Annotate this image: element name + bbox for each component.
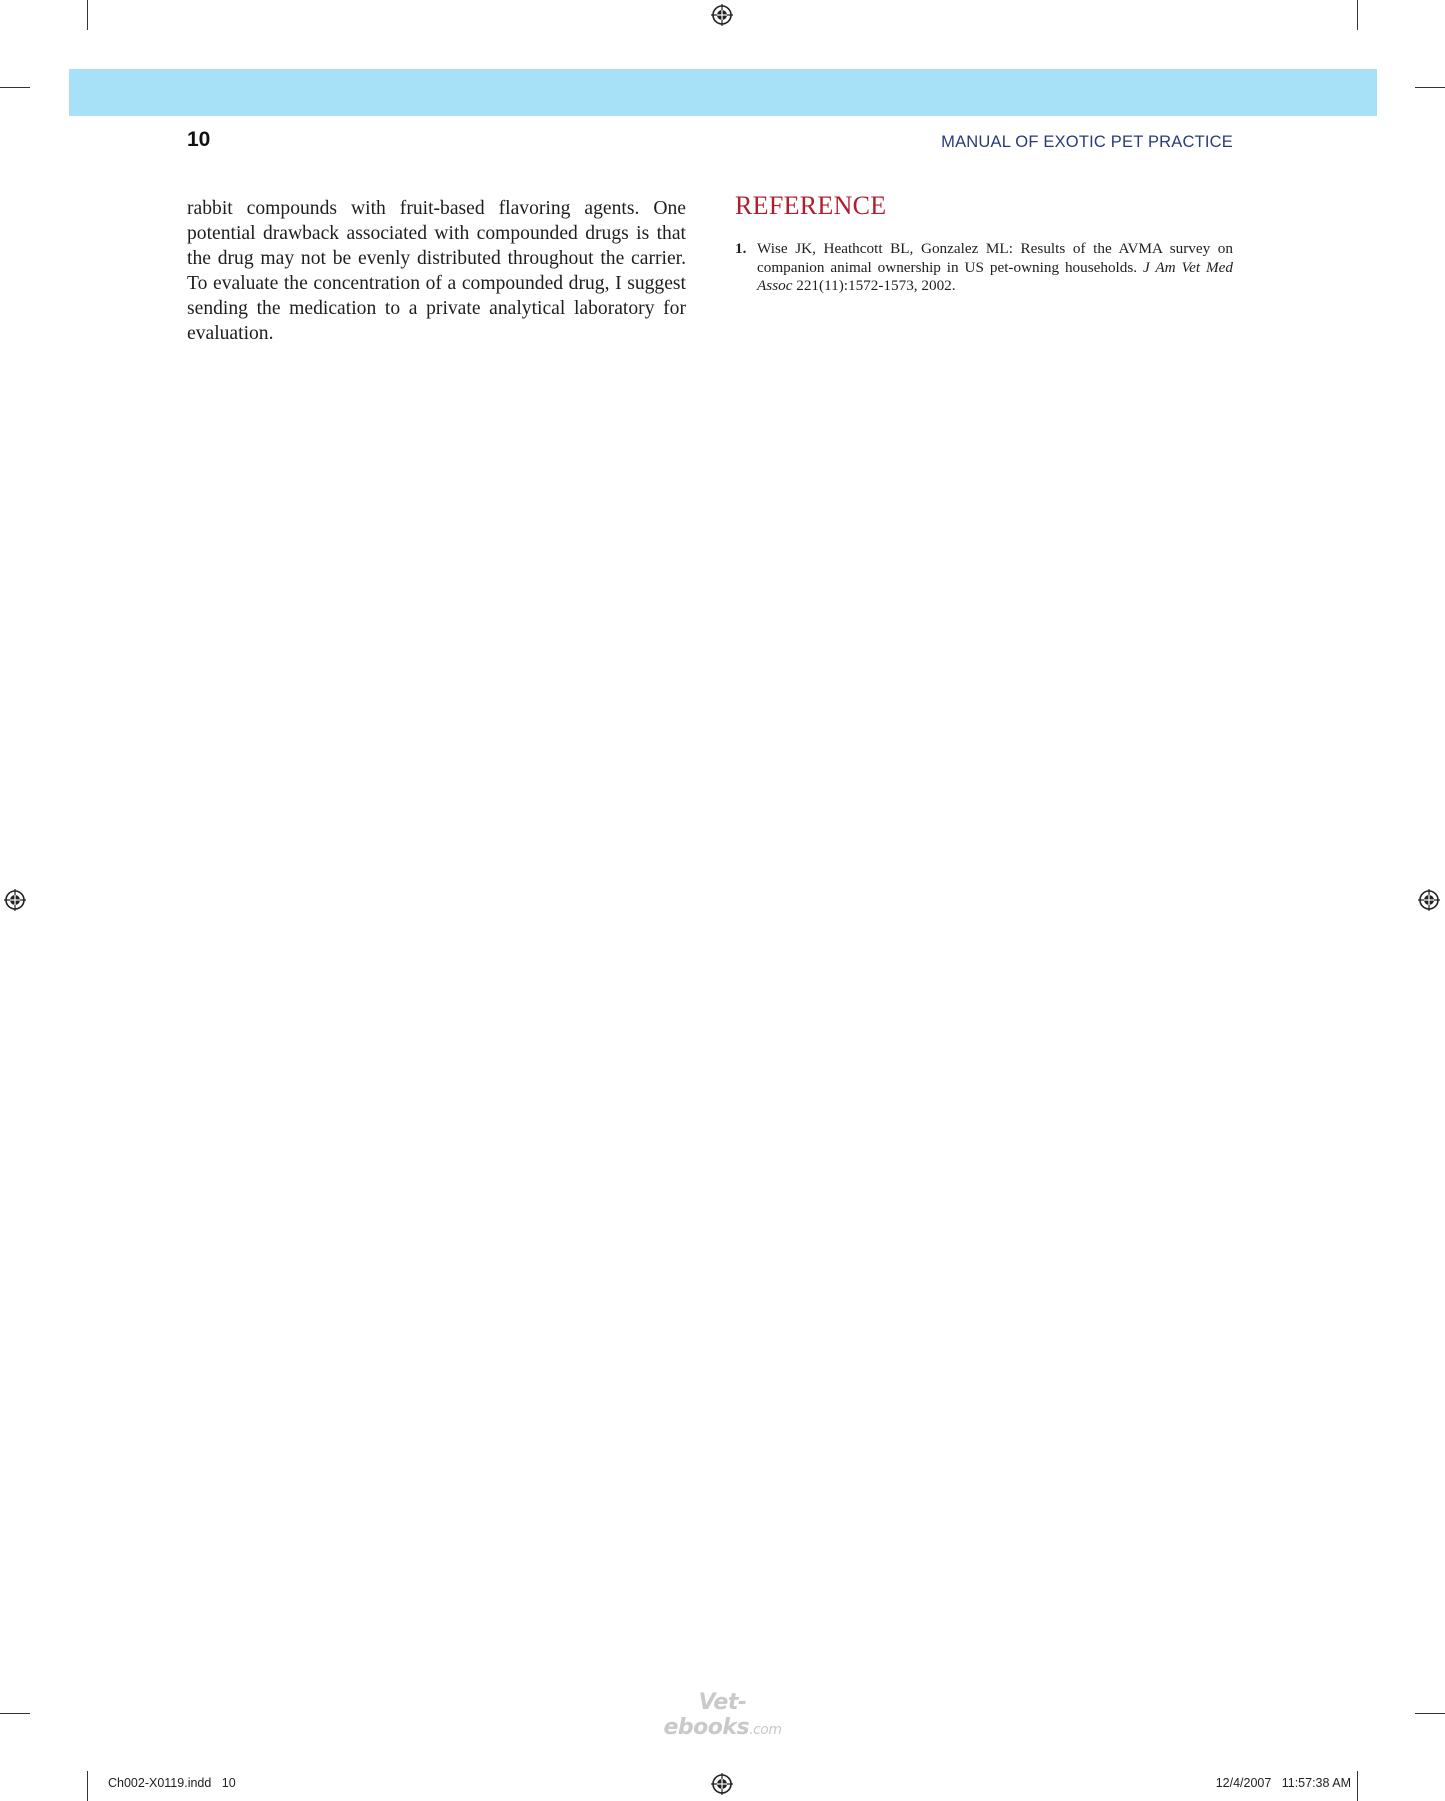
registration-mark-icon: [1418, 889, 1440, 911]
body-paragraph: rabbit compounds with fruit-based flavoring agents. One potential drawback associated with compounded drugs is that the drug may not be evenly distributed throughout the carrier. To evaluate the concentration of a compounded drug, I suggest sending the medication to a private analytical laboratory for evaluation.: [187, 198, 686, 344]
reference-item: [735, 240, 1233, 296]
crop-mark-top-right-horizontal: [1415, 87, 1445, 88]
footer-file-name: Ch002-X0119.indd 10: [108, 1776, 236, 1790]
reference-list: [735, 240, 1233, 296]
reference-journal: J Am Vet Med Assoc: [757, 258, 1233, 294]
crop-mark-top-right-vertical: [1357, 0, 1358, 30]
registration-mark-icon: [4, 889, 26, 911]
watermark-name: Vet-ebooks: [663, 1690, 750, 1740]
reference-citation: 221(11):1572-1573, 2002.: [796, 277, 956, 294]
watermark-logo: [650, 1690, 795, 1740]
crop-mark-bottom-left-vertical: [87, 1771, 88, 1801]
watermark-suffix: .com: [749, 1722, 782, 1738]
footer-timestamp: 12/4/2007 11:57:38 AM: [1215, 1776, 1351, 1790]
crop-mark-top-left-horizontal: [0, 87, 30, 88]
crop-mark-top-left-vertical: [87, 0, 88, 30]
registration-mark-icon: [711, 1773, 733, 1795]
crop-mark-bottom-right-horizontal: [1415, 1713, 1445, 1714]
crop-mark-bottom-left-horizontal: [0, 1713, 30, 1714]
header-band: [69, 69, 1377, 116]
registration-mark-icon: [711, 4, 733, 26]
page-number: 10: [187, 128, 211, 151]
crop-mark-bottom-right-vertical: [1357, 1771, 1358, 1801]
reference-text: Wise JK, Heathcott BL, Gonzalez ML: Results of the AVMA survey on companion animal ownership in US pet-owning households.: [757, 240, 1233, 276]
running-head: MANUAL OF EXOTIC PET PRACTICE: [941, 133, 1233, 151]
reference-number: 1.: [735, 240, 747, 257]
reference-heading: REFERENCE: [735, 191, 887, 220]
